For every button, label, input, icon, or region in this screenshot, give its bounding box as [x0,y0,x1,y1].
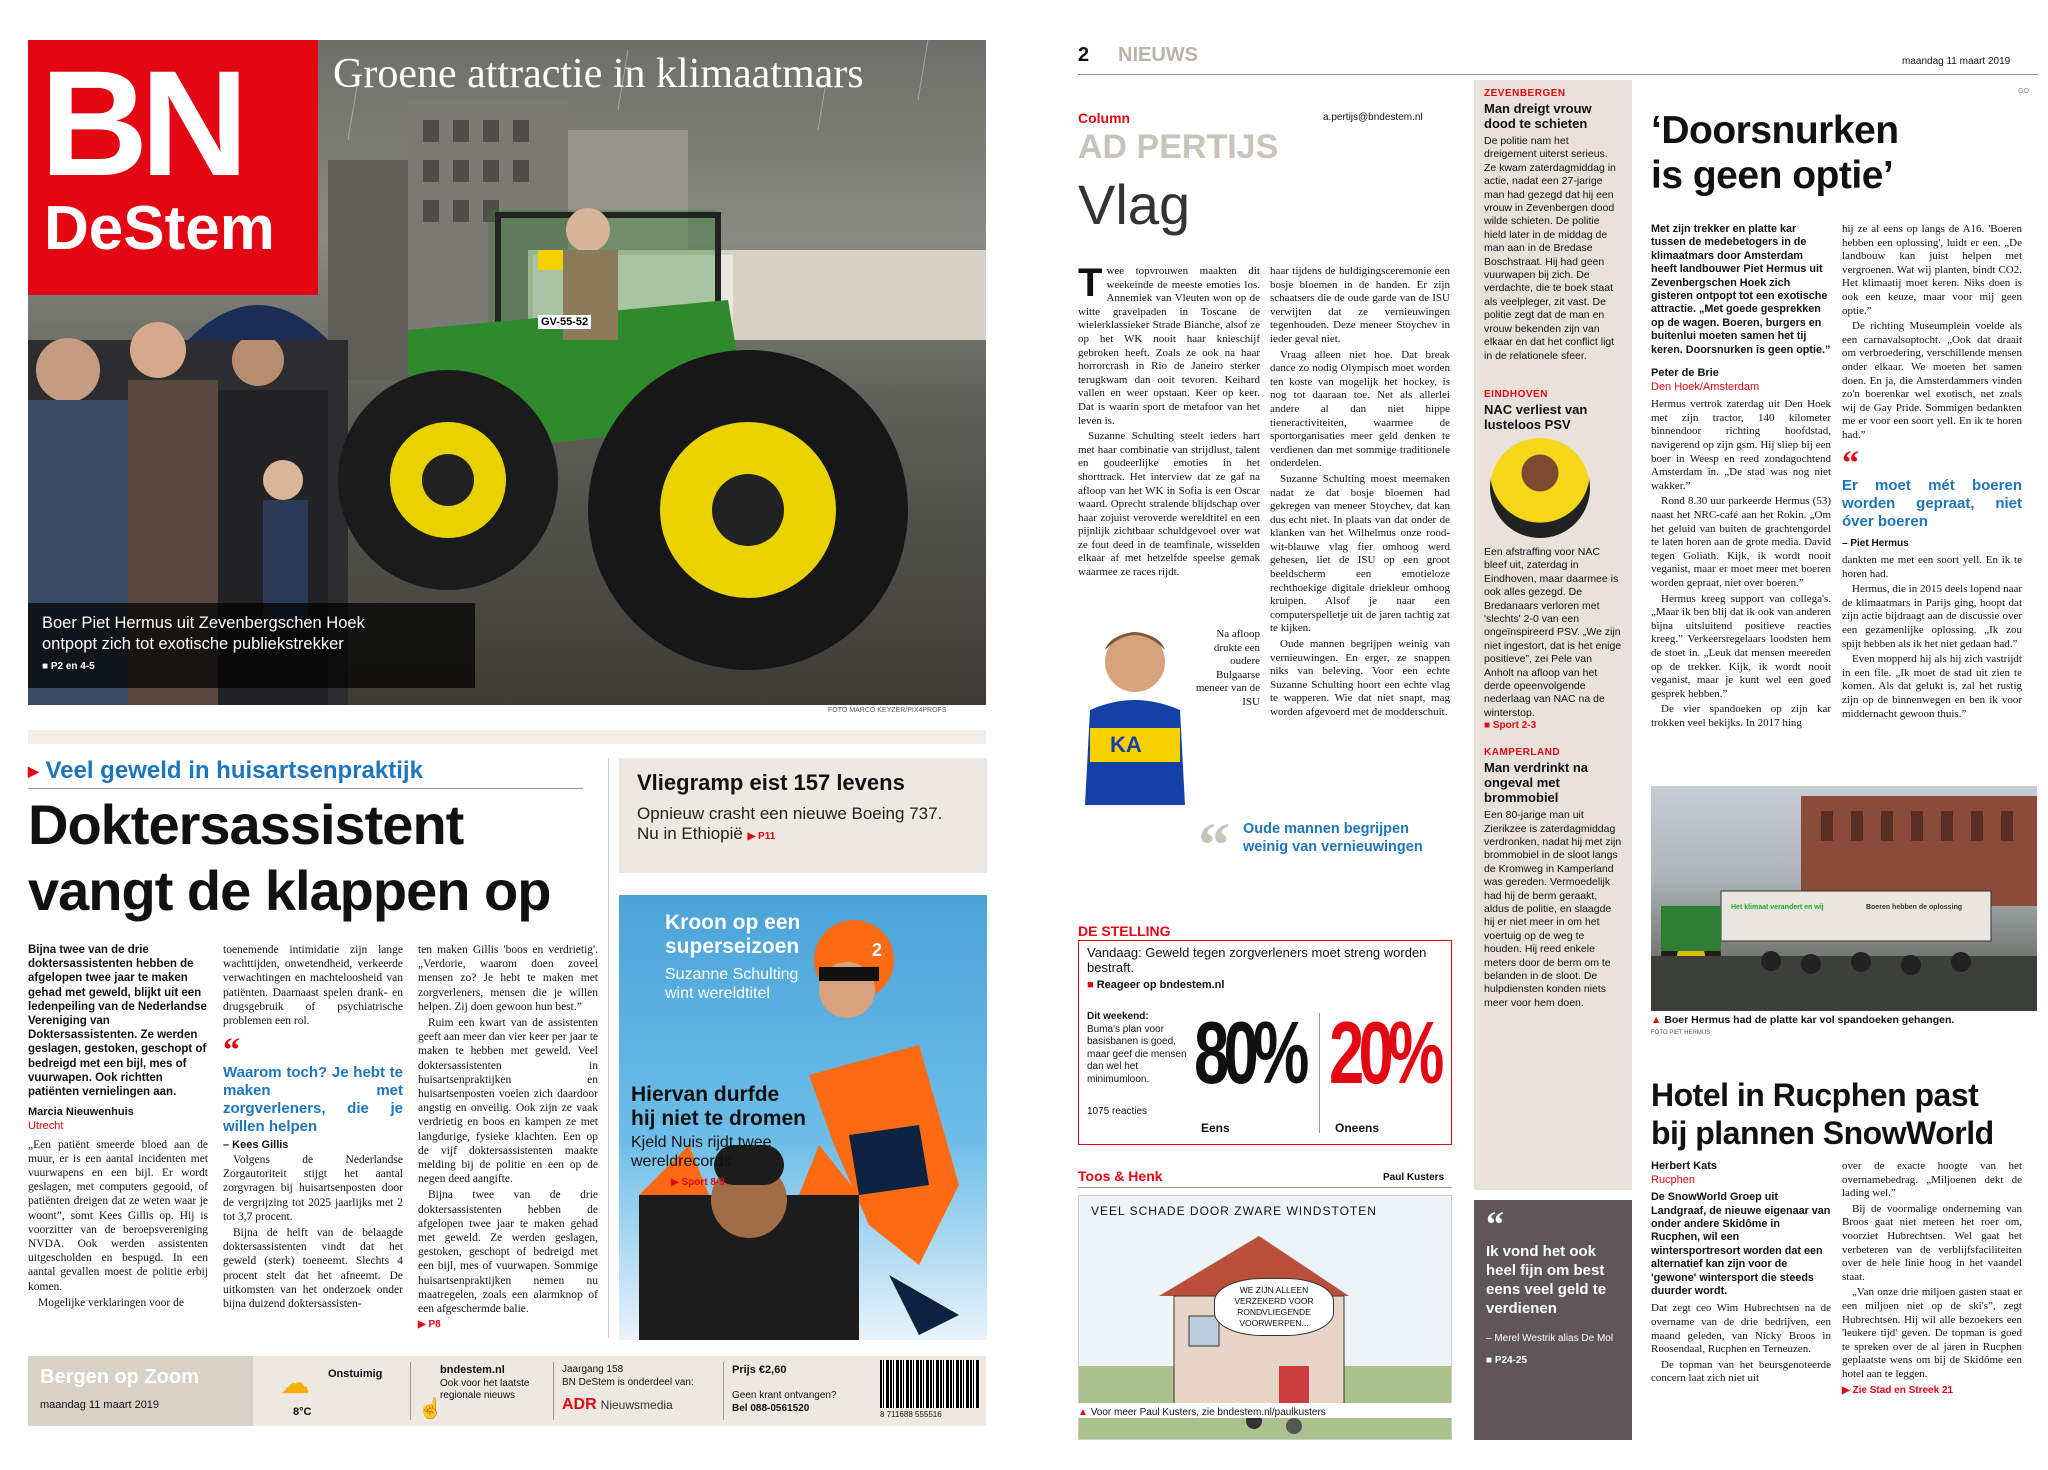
s1-kicker: ZEVENBERGEN [1484,88,1566,99]
footer-temp: 8°C [293,1406,312,1418]
sport-title-2: Hiervan durfde hij niet te dromen [631,1083,807,1130]
footer-divider3 [723,1362,724,1420]
lead-body4: De vier spandoeken op zijn kar trokken veel bekijks. In 2017 hing [1651,703,1831,729]
sport-sub-1: Suzanne Schulting wint wereldtitel [665,966,799,1002]
poll-no-pct: 20% [1329,1003,1439,1102]
column-col2 [1270,265,1450,722]
poll-box [1078,940,1452,1145]
sidebar-quote-ref: ■ P24-25 [1486,1355,1528,1366]
main-pullquote [223,1032,403,1152]
section-name: NIEUWS [1118,44,1198,66]
pullquote-author: – Kees Gillis [223,1139,289,1152]
main-lead: Bijna twee van de drie doktersassistenten hebben de afgelopen twee jaar te maken gehad met geweld, blijkt uit een ledenpeiling van de Nederlandse Vereniging van Doktersassistenten. Ze werden geslagen, gestoken, geschopt of bedreigd met een bijl, mes of vuurwapen. Ook richtten patiënten vernielingen aan. [28,944,207,1099]
poll-respond[interactable]: ■ Reageer op bndestem.nl [1087,979,1225,991]
column-c2b: Vraag alleen niet hoe. Dat break dance zo nodig Olympisch moet worden ten koste van mogelijk het hockey, is nog tot daaraan toe. Net als allerlei andere al dan niet hippe tieneractiviteiten, waarmee de sportorganisaties meer geld denken te verdienen dan met sommige traditionele onderdelen. [1270,348,1450,470]
lead-place: Den Hoek/Amsterdam [1651,380,1760,393]
s3-title[interactable]: Man verdrinkt na ongeval met brommobiel [1484,760,1589,806]
footer-divider1 [410,1362,411,1420]
hero-caption[interactable] [28,603,475,688]
banner-1: Het klimaat verandert en wij [1731,904,1824,911]
footer-city-box [28,1356,253,1426]
column-author: AD PERTIJS [1078,128,1279,166]
logo-destem: DeStem [44,194,275,263]
hero-headline[interactable]: Groene attractie in klimaatmars [333,51,864,97]
lead-col2e: Even mopperd hij als hij zich vastrijdt in een file. „Ik moet de stad uit zien te komen. Als dat gelukt is, zal het rustig zijn op de binnenwegen en ben ik voor middernacht gewoon thuis.” [1842,653,2022,720]
s2-photo [1490,438,1590,538]
footer-owner: BN DeStem is onderdeel van: [562,1377,694,1388]
main-col2-p2: Volgens de Nederlandse Zorgautoriteit stijgt het aantal zorgvragen bij huisartsenposten door de vergrijzing tot 2025 jaarlijks met 2 tot 3,7 procent. [223,1154,403,1223]
s2-kicker: EINDHOVEN [1484,388,1548,400]
front-page [28,40,988,1440]
footer-tel: Bel 088-0561520 [732,1403,810,1414]
lead-quote-author: – Piet Hermus [1842,537,1909,549]
s3-kicker: KAMPERLAND [1484,747,1561,759]
hotel-ref[interactable]: ▶ Zie Stad en Streek 21 [1842,1384,1954,1396]
main-col3 [418,943,598,1332]
footer-date: maandag 11 maart 2019 [40,1399,160,1411]
cartoon-label: Toos & Henk [1078,1168,1163,1184]
separator-band [28,730,986,744]
hotel-body2: De topman van het beursgenoteerde concern laat zich niet uit [1651,1358,1831,1385]
main-col1-body: „Een patiënt smeerde bloed aan de muur, er is een aantal incidenten met vuurwapens en een bijl. Er wordt geslagen, met computers gegooid, of patiënten dreigen dat ze weten waar je woont”, somt Kees Gillis op. Hij is voorzitter van de beroepsvereniging NVDA. Ook werden assistenten uitgescholden en bespugd. In een aantal gevallen moest de politie erbij komen. [28,1138,208,1293]
hotel-author: Herbert Kats [1651,1160,1718,1172]
hotel-col2b: Bij de voormalige onderneming van Broos gaat niet meteen het roer om, voorziet Hubrechtsen. Wel gaat het verbeteren van de verblijfsfaciliteiten over de hele linie hoog in het vaandel staat. [1842,1202,2022,1283]
page-date: maandag 11 maart 2019 [1902,56,2011,67]
column-title: Vlag [1078,173,1191,236]
footer-weather: Onstuimig [328,1368,383,1380]
lead-author: Peter de Brie [1651,367,1719,380]
hero-caption-line1: Boer Piet Hermus uit Zevenbergschen Hoek [42,614,365,632]
s2-title[interactable]: NAC verliest van lusteloos PSV [1484,401,1588,432]
hero-caption-line2: ontpopt zich tot exotische publiekstrekker [42,635,344,653]
header-rule [1078,74,2038,75]
cartoon-rule [1078,1187,1452,1188]
column-col1-narrow [1193,628,1260,712]
quote-icon: “ [223,1032,240,1070]
main-col1-end: Mogelijke verklaringen voor de [38,1296,184,1309]
main-kicker[interactable]: ▶ Veel geweld in huisartsenpraktijk [28,757,423,784]
main-col3-p3: Bijna twee van de drie doktersassistenten hebben de afgelopen twee jaar te maken gehad met geweld. Ze werden geslagen, gestoken, geschopt of bedreigd met een bijl, mes of vuurwapen. Sommige huisartsenpraktijken nemen nu maatregelen, zoals een alarmknop of een afgeschermde balie. [418,1189,598,1316]
teaser-box[interactable] [619,758,987,873]
lead-photo [1651,786,2037,1011]
lead-body1: Hermus vertrok zaterdag uit Den Hoek met zijn tractor, 140 kilometer binnendoor richting hoofdstad, navigerend op zijn gsm. Hij sliep bij een boer in Weesp en reed zondagochtend Amsterdam in. „De stad was nog niet wakker.” [1651,398,1831,492]
column-email[interactable]: a.pertijs@bndestem.nl [1323,112,1423,123]
main-col1 [28,943,208,1312]
main-col2 [223,943,403,1158]
footer-city: Bergen op Zoom [40,1366,199,1388]
footer-site[interactable]: bndestem.nl [440,1364,505,1376]
lead-body2: Rond 8.30 uur parkeerde Hermus (53) naast het NRC-café aan het Rokin. „Om het geluid van buiten de grachtengordel te laten horen aan de grote media. David tegen Goliath. Kijk, ik wordt nooit veganist, maar er moet meer met boeren worden gepraat, niet over boeren.” [1651,495,1831,589]
dropcap: T [1078,261,1103,305]
barcode [880,1360,980,1408]
hotel-col2 [1842,1160,2022,1397]
lead-body3: Hermus kreeg support van collega's. „Maar ik ben blij dat ik ook van anderen bijna uitsluitend positieve reacties kreeg.” Verkeersregelaars loodsten hem de stoet in. „Leuk dat mensen meereden op de trekker. Kijk, ik wordt nooit veganist, maar je kunt wel een goed gesprek hebben.” [1651,592,1831,700]
lead-col2 [1842,223,2022,723]
s1-title[interactable]: Man dreigt vrouw dood te schieten [1484,101,1592,131]
photo-credit: FOTO MARCO KEYZER/PIX4PROFS [828,707,947,714]
main-place: Utrecht [28,1120,64,1133]
banner-2: Boeren hebben de oplossing [1866,904,1963,911]
cartoon-bubble: WE ZIJN ALLEEN VERZEKERD VOOR RONDVLIEGENDE VOORWERPEN... [1214,1278,1334,1336]
sport-box[interactable] [619,895,987,1340]
adr-logo: ADR Nieuwsmedia [562,1396,673,1413]
kicker-rule [28,788,583,789]
poll-no-label: Oneens [1335,1121,1380,1135]
column-quote [1198,809,1448,880]
column-quote-text: Oude mannen begrijpen weinig van vernieuwingen [1243,821,1423,855]
main-col2-lower [223,1153,403,1313]
column-col1 [1078,261,1260,582]
teaser-sub1: Opnieuw crasht een nieuwe Boeing 737. [637,804,943,823]
main-ref[interactable]: ▶ P8 [418,1319,441,1331]
main-author: Marcia Nieuwenhuis [28,1106,134,1119]
column-c2d: Oude mannen begrijpen weinig van vernieuwingen. En erger, ze snappen niks van beleving. Voor een echte Suzanne Schulting hoort een echte vlag te wapperen. Wie dat niet snapt, mag worden afgevoerd met de modderschuit. [1270,638,1450,718]
lead-quote-icon: “ [1842,444,1859,482]
column-c2c: Suzanne Schulting moest meemaken nadat ze dat bosje bloemen had gekregen van meneer Stoychev, dat kan dus echt niet. In plaats van dat onder de klanken van het Wilhelmus onze rood-wit-blauwe vlag fier omhoog werd gehesen, liet de ISU op een groot beeldscherm een emotieloze rechthoekige digitale driekleur omhoog kruipen. Alsof je naar een computerspelletje uit de jaren tachtig zat te kijken. [1270,472,1450,635]
weather-icon: ☁ [280,1367,310,1400]
sidebar-quote-author: – Merel Westrik alias De Mol [1486,1333,1614,1344]
s2-ref[interactable]: ■ Sport 2-3 [1484,720,1537,732]
main-col2-top: toenemende intimidatie zijn lange wachttijden, onwetendheid, verkeerde verwachtingen en machteloosheid van patiënten. Daarnaast spelen drank- en drugsgebruik of psychiatrische problemen een rol. [223,944,403,1028]
footer-jaargang: Jaargang 158 [562,1364,624,1375]
s2-body: Een afstraffing voor NAC bleef uit, zaterdag in Eindhoven, maar daarmee is ook alles gezegd. De Bredanaars verloren met 'slechts' 2-0 van een ongeïnspireerd PSV. „We zijn niet ingestort, dat is het enige positieve”, zei Pele van Anholt na afloop van het derde opeenvolgende nederlaag van NAC na de winterstop. [1484,545,1622,719]
lead-photo-caption: ▲ Boer Hermus had de platte kar vol spandoeken gehangen. [1651,1014,1955,1026]
lead-intro: Met zijn trekker en platte kar tussen de medebetogers in de klimaatmars door Amsterdam heeft landbouwer Piet Hermus uit Zevenbergschen Hoek zich gisteren ontpopt tot een exotische attractie. „Met goede gesprekken op de wagen. Boeren, burgers en buitenlui moeten samen het tij keren. Doorsnurken is geen optie.” [1651,223,1831,356]
sidebar-quote-icon: “ [1486,1204,1504,1244]
s3-body: Een 80-jarige man uit Zierikzee is zaterdagmiddag verdronken, nadat hij met zijn brommobiel in de sloot langs de Kromweg in Kamperland was gereden. Vermoedelijk had hij de berm geraakt, aldus de politie, en slaagde hij er niet meer in om het voertuig op de weg te houden. Hij reed enkele meters door de berm om te belanden in de sloot. De hulpdiensten konden niets meer voor hem doen. [1484,809,1622,1009]
sidebar-quote-box[interactable] [1474,1200,1632,1440]
footer-krant: Geen krant ontvangen? [732,1390,837,1401]
barcode-number: 8 711688 555516 [880,1410,942,1419]
plate: GV-55-52 [538,315,591,329]
footer-site-sub: Ook voor het laatste regionale nieuws [440,1378,530,1401]
lead-headline[interactable]: ‘Doorsnurken is geen optie’ [1651,109,1899,197]
helmet-number: 2 [872,940,883,960]
column-divider [608,758,609,1338]
sport-sub-2: Kjeld Nuis rijdt twee wereldrecords [631,1134,772,1170]
hotel-body: Dat zegt ceo Wim Hubrechtsen na de overname van de drie bedrijven, een maand geleden, van Nicky Broos in Roosendaal, Rucphen en Terneuzen. [1651,1302,1831,1356]
sidebar [1474,80,1632,1190]
hotel-place: Rucphen [1651,1173,1696,1186]
footer [28,1356,986,1426]
column-label: Column [1078,110,1131,126]
lead-col2b: De richting Museumplein voelde als een carnavalsoptocht. „Ook dat draait om verbroedering, verschillende mensen onder elkaar. We moeten het samen doen. En ja, die Amsterdammers vinden zo'n boerenkar wel exotisch, net zoals wij de Gay Pride. Sommigen bedankten me er voor een soort yell. En ik te horen had.” [1842,320,2022,441]
lead-quote-text: Er moet mét boeren worden gepraat, niet óver boeren [1842,476,2022,530]
hotel-col2c: „Van onze drie miljoen gasten staat er een miljoen niet op de ski's”, zegt Hubrechtsen. Hij wil alle bezoekers een 'leukere tijd' geven. De topman is goed te spreken over de al jaren in Rucphen geplaatste wens om bij de Skidôme een hotel aan te leggen. [1842,1286,2022,1380]
main-col2-p3: Bijna de helft van de belaagde doktersassistenten vindt dat het geweld (sterk) toeneemt. Slechts 4 procent stelt dat het afneemt. De uitkomsten van het onderzoek onder bijna duizend doktersassisten- [223,1227,403,1311]
footer-price: Prijs €2,60 [732,1364,787,1376]
lead-photo-credit: FOTO PIET HERMUS [1651,1030,1711,1036]
footer-divider2 [553,1362,554,1420]
column-c1: Twee topvrouwen maakten dit weekeinde de meeste emoties los. Annemiek van Vleuten won op de witte gravelpaden in Toscane de wielerklassieker Strade Bianche, alsof ze op het WK nooit haar knieschijf gebroken heeft. Zoals ze ook na haar horrorcrash in Rio de Janeiro sterker terugkwam dan ooit tevoren. Keihard vallen en weer opstaan. Keer op keer. Dat is waarin sport de metafoor van het leven is. [1078,261,1260,427]
sport-title-1: Kroon op een superseizoen [665,911,801,958]
hotel-lead: De SnowWorld Groep uit Landgraaf, de nieuwe eigenaar van onder andere Skidôme in Rucphen, wil een wintersportresort worden dat een alternatief kan zijn voor de 'gewone' wintersport die steeds duurder wordt. [1651,1191,1831,1298]
column-c2: haar tijdens de huldigingsceremonie een bosje bloemen in de handen. Er zijn schaatsers die de oude garde van de ISU verwijten dat ze vernieuwingen tegenhouden. Deze meneer Stoychev in ieder geval niet. [1270,265,1450,345]
masthead-logo[interactable] [28,40,318,295]
poll-divider [1319,1013,1320,1133]
columnist-photo [1080,620,1190,805]
sidebar-quote: Ik vond het ook heel fijn om best eens veel geld te verdienen [1486,1243,1607,1317]
column-c1c: Na afloop drukte een oudere Bulgaarse meneer van de ISU [1195,628,1260,708]
hotel-col2a: over de exacte hoogte van het overnamebedrag. „Miljoenen dekt de lading wel.” [1842,1160,2022,1200]
main-col3-p2: Ruim een kwart van de assistenten geeft aan meer dan vier keer per jaar te maken te hebben met geweld. Veel doktersassistenten in huisartsenpraktijken en huisartsenposten voelen zich daardoor angstig en onveilig. Ook zijn ze vaak verdrietig en boos en kampen ze met langdurige, fysieke klachten. Een op de vijf doktersassistenten maakte melding bij de politie en een op de negen deed aangifte. [418,1017,598,1186]
cartoon-artist: Paul Kusters [1383,1172,1445,1183]
sport-ref[interactable]: ▶ Sport 8-9 [671,1177,725,1188]
hotel-col1 [1651,1160,1831,1388]
teaser-title: Vliegramp eist 157 levens [637,770,905,795]
cartoon-caption: VEEL SCHADE DOOR ZWARE WINDSTOTEN [1091,1204,1377,1218]
s1-body: De politie nam het dreigement uiterst serieus. Ze kwam zaterdagmiddag in actie, nadat een 27-jarige man had gezegd dat hij een vrouw in Zevenbergen dood wilde schieten. De politie hield later in de middag de man aan in de Bredase Boschstraat. Hij had geen vuurwapen bij zich. De verdachte, die te boek staat als veelpleger, zit vast. De politie zegt dat de man en vrouw bekenden zijn van elkaar en dat het conflict ligt in de relationele sfeer. [1484,135,1616,362]
pullquote-text: Waarom toch? Je hebt te maken met zorgverleners, die je willen helpen [223,1064,403,1136]
cartoon-footer[interactable]: ▲ Voor meer Paul Kusters, zie bndestem.nl/paulkusters [1078,1403,1452,1418]
column-quote-icon: “ [1198,809,1230,880]
hotel-headline[interactable]: Hotel in Rucphen past bij plannen SnowWorld [1651,1077,1994,1151]
poll-weekend: Dit weekend: Buma's plan voor basisbanen is goed, maar geef die mensen dan wel het minimumloon. 1075 reacties [1087,1011,1187,1117]
shirt-text: KA [1110,732,1142,757]
poll-label: DE STELLING [1078,923,1171,939]
poll-question: Vandaag: Geweld tegen zorgverleners moet streng worden bestraft. [1087,945,1427,975]
hand-icon: ☝ [418,1398,443,1420]
teaser-sub2: Nu in Ethiopië ▶ P11 [637,824,776,843]
lead-pullquote [1842,444,2022,551]
poll-yes-pct: 80% [1194,1003,1304,1102]
lead-col1 [1651,223,1831,733]
poll-yes-label: Eens [1201,1121,1230,1135]
main-headline[interactable]: Doktersassistent vangt de klappen op [28,793,551,922]
logo-bn: BN [40,39,241,207]
column-c1b: Suzanne Schulting steelt ieders hart met haar combinatie van strijdlust, talent en goudeerlijke emoties in het shorttrack. Het interview dat ze gaf na afloop van het WK in Sofia is een Oscar waard. Oprecht stralende blijdschap over haar zojuist veroverde wereldtitel en een pijnlijk zichtbaar schuldgevoel over wat ze fout deed in de teamfinale, wisselden elkaar af met hetzelfde speelse gemak waarmee ze races rijdt. [1078,430,1260,579]
go-mark: GO [2018,88,2029,95]
page-number: 2 [1078,44,1090,66]
lead-col2a: hij ze al eens op langs de A16. 'Boeren hebben een oplossing', luidt er een. „De landbouw kan juist helpen met vergroenen. Wat wij planten, bindt CO2. Het klimaatij moet keren. Niks doen is ook een keuze, maar voor mij geen optie.” [1842,223,2022,317]
lead-col2d: Hermus, die in 2015 deels lopend naar de klimaatmars in Parijs ging, hoopt dat zijn actie bijdraagt aan de discussie over een gezamenlijke oplossing. „Ik zou spijt hebben als ik het niet gedaan had.” [1842,583,2022,650]
lead-col2c: dankten me met een soort yell. En ik te horen had. [1842,554,2022,580]
main-col3-p1: ten maken Gillis 'boos en verdrietig'. „Verdorie, waarom doen zoveel mensen zo? Je hebt te maken met zorgverleners, mensen die je willen helpen. Zij doen gewoon hun best.” [418,944,598,1013]
page-2 [1078,40,2038,1440]
hero-caption-ref: ■ P2 en 4-5 [42,661,95,672]
